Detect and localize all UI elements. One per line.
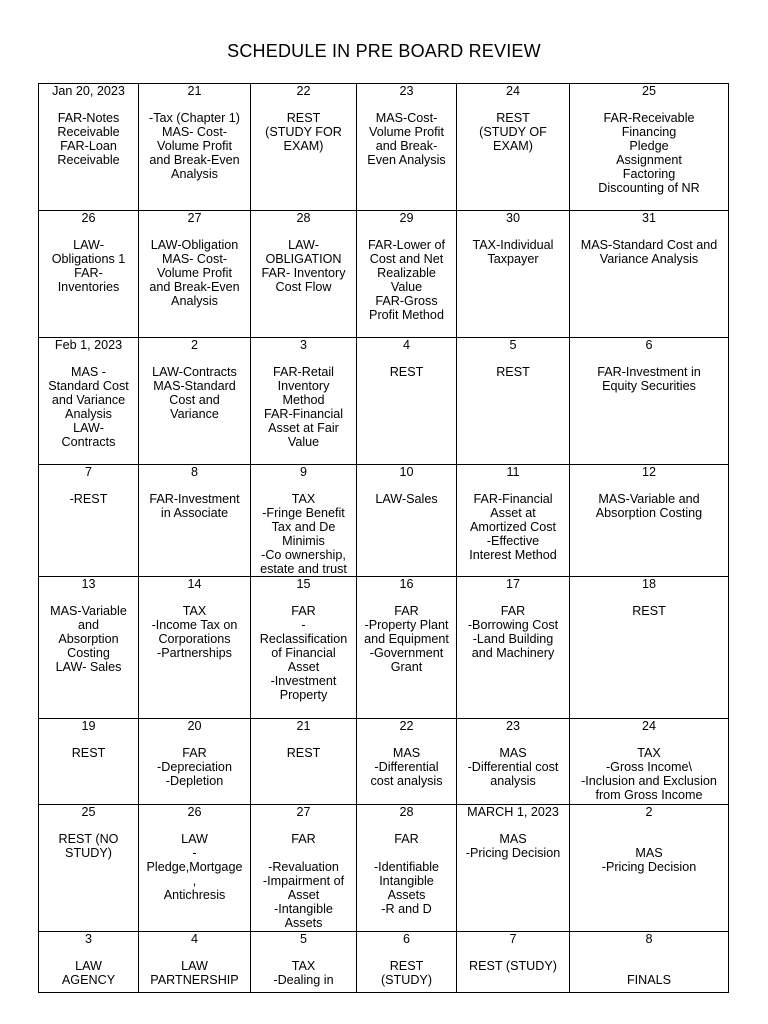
day-cell <box>570 211 729 338</box>
day-entry: TAX -Income Tax on Corporations -Partnerships <box>151 604 238 660</box>
page-title: SCHEDULE IN PRE BOARD REVIEW <box>227 41 541 61</box>
day-label: 22 <box>296 84 311 98</box>
day-label: 8 <box>645 932 653 946</box>
day-label: 23 <box>399 84 414 98</box>
day-cell <box>139 805 251 932</box>
day-cell <box>39 577 139 719</box>
day-cell <box>357 84 457 211</box>
day-label: 26 <box>81 211 96 225</box>
day-label: 30 <box>505 211 520 225</box>
day-label: 6 <box>645 338 653 352</box>
day-label: 2 <box>190 338 198 352</box>
day-cell <box>357 465 457 577</box>
day-cell <box>570 719 729 805</box>
day-cell <box>139 932 251 993</box>
day-label: 8 <box>190 465 198 479</box>
day-cell <box>457 932 570 993</box>
day-cell <box>251 577 357 719</box>
day-entry: REST (STUDY) <box>380 959 433 987</box>
week-row <box>39 84 729 211</box>
day-entry: REST (STUDY OF EXAM) <box>479 111 547 153</box>
day-entry: FAR -Depreciation -Depletion <box>157 746 232 788</box>
day-entry: MAS -Pricing Decision <box>465 832 561 860</box>
week-row <box>39 465 729 577</box>
week-row <box>39 338 729 465</box>
day-cell <box>139 338 251 465</box>
day-label: 28 <box>296 211 311 225</box>
day-entry: TAX -Dealing in <box>273 959 334 987</box>
day-cell <box>39 719 139 805</box>
day-label: 14 <box>187 577 202 591</box>
day-cell <box>39 805 139 932</box>
day-label: 5 <box>299 932 307 946</box>
day-label: 7 <box>84 465 92 479</box>
day-label: 27 <box>296 805 311 819</box>
day-entry: -Tax (Chapter 1) MAS- Cost- Volume Profit and Break-Even Analysis <box>149 111 240 181</box>
week-row <box>39 805 729 932</box>
day-cell <box>251 84 357 211</box>
day-label: 12 <box>641 465 656 479</box>
day-entry: REST (NO STUDY) <box>58 832 119 860</box>
day-label: Feb 1, 2023 <box>54 338 123 352</box>
day-cell <box>570 577 729 719</box>
day-label: 16 <box>399 577 414 591</box>
day-entry: FAR -Property Plant and Equipment -Government Grant <box>364 604 449 674</box>
day-entry: FAR -Revaluation -Impairment of Asset -Intangible Assets <box>262 832 345 930</box>
week-row <box>39 577 729 719</box>
day-entry: FAR-Investment in Associate <box>149 492 240 520</box>
day-entry: FAR-Financial Asset at Amortized Cost -Effective Interest Method <box>469 492 557 562</box>
day-cell <box>39 338 139 465</box>
day-label: 10 <box>399 465 414 479</box>
day-entry: MAS-Cost- Volume Profit and Break- Even Analysis <box>367 111 446 167</box>
day-label: 21 <box>187 84 202 98</box>
day-entry: MAS-Variable and Absorption Costing LAW- Sales <box>50 604 127 674</box>
day-cell <box>251 465 357 577</box>
day-cell <box>457 577 570 719</box>
day-entry: REST (STUDY) <box>469 959 557 973</box>
day-label: 31 <box>641 211 656 225</box>
day-label: 29 <box>399 211 414 225</box>
day-label: 3 <box>84 932 92 946</box>
day-label: 2 <box>645 805 653 819</box>
day-entry: LAW-Obligation MAS- Cost- Volume Profit and Break-Even Analysis <box>149 238 240 308</box>
day-entry: MAS -Pricing Decision <box>601 846 697 874</box>
day-cell <box>457 805 570 932</box>
day-cell <box>251 805 357 932</box>
day-cell <box>251 211 357 338</box>
day-cell <box>357 211 457 338</box>
day-label: MARCH 1, 2023 <box>467 805 559 819</box>
day-cell <box>357 338 457 465</box>
day-entry: LAW PARTNERSHIP <box>150 959 239 987</box>
day-entry: MAS-Standard Cost and Variance Analysis <box>580 238 718 266</box>
day-cell <box>457 465 570 577</box>
day-entry: MAS -Differential cost analysis <box>467 746 559 788</box>
day-entry: LAW AGENCY <box>61 959 116 987</box>
day-cell <box>357 719 457 805</box>
week-row <box>39 932 729 993</box>
schedule-table <box>38 83 729 993</box>
day-label: 15 <box>296 577 311 591</box>
day-entry: FAR - Reclassification of Financial Asset -Investment Property <box>259 604 348 702</box>
day-cell <box>570 338 729 465</box>
day-cell <box>39 84 139 211</box>
day-label: 25 <box>641 84 656 98</box>
day-label: 27 <box>187 211 202 225</box>
day-cell <box>139 465 251 577</box>
day-entry: LAW- OBLIGATION FAR- Inventory Cost Flow <box>261 238 346 294</box>
day-cell <box>139 84 251 211</box>
day-cell <box>39 211 139 338</box>
day-entry: REST <box>632 604 666 618</box>
day-entry: FAR-Lower of Cost and Net Realizable Value FAR-Gross Profit Method <box>368 238 445 322</box>
day-entry: LAW- Obligations 1 FAR- Inventories <box>51 238 126 294</box>
week-row <box>39 211 729 338</box>
day-entry: FINALS <box>626 973 672 987</box>
day-cell <box>357 805 457 932</box>
day-cell <box>457 338 570 465</box>
day-label: 4 <box>190 932 198 946</box>
day-cell <box>139 719 251 805</box>
day-cell <box>570 932 729 993</box>
day-entry: MAS-Variable and Absorption Costing <box>595 492 703 520</box>
day-entry: FAR-Receivable Financing Pledge Assignment Factoring Discounting of NR <box>598 111 700 195</box>
day-label: 7 <box>509 932 517 946</box>
day-label: 19 <box>81 719 96 733</box>
day-cell <box>39 932 139 993</box>
day-entry: TAX-Individual Taxpayer <box>472 238 554 266</box>
day-label: 24 <box>641 719 656 733</box>
day-entry: MAS -Differential cost analysis <box>370 746 443 788</box>
day-label: 17 <box>505 577 520 591</box>
day-cell <box>251 932 357 993</box>
day-label: 21 <box>296 719 311 733</box>
day-cell <box>357 577 457 719</box>
day-cell <box>570 805 729 932</box>
day-label: 20 <box>187 719 202 733</box>
day-label: 18 <box>641 577 656 591</box>
day-cell <box>39 465 139 577</box>
day-cell <box>139 577 251 719</box>
day-entry: LAW-Sales <box>375 492 438 506</box>
day-cell <box>251 719 357 805</box>
day-label: 9 <box>299 465 307 479</box>
day-entry: REST <box>496 365 530 379</box>
day-cell <box>457 719 570 805</box>
day-entry: LAW-Contracts MAS-Standard Cost and Variance <box>152 365 237 421</box>
day-label: 22 <box>399 719 414 733</box>
day-cell <box>457 84 570 211</box>
day-cell <box>570 465 729 577</box>
day-label: 3 <box>299 338 307 352</box>
day-entry: LAW - Pledge,Mortgage , Antichresis <box>146 832 243 902</box>
day-entry: TAX -Gross Income\ -Inclusion and Exclusion from Gross Income <box>581 746 717 802</box>
day-cell <box>457 211 570 338</box>
day-cell <box>251 338 357 465</box>
day-label: 13 <box>81 577 96 591</box>
day-label: 24 <box>505 84 520 98</box>
day-entry: REST <box>286 746 321 760</box>
day-label: 25 <box>81 805 96 819</box>
day-cell <box>139 211 251 338</box>
day-label: 11 <box>506 465 520 479</box>
day-entry: MAS - Standard Cost and Variance Analysis LAW- Contracts <box>48 365 129 449</box>
day-label: 23 <box>505 719 520 733</box>
day-entry: REST <box>389 365 424 379</box>
day-entry: FAR-Investment in Equity Securities <box>597 365 701 393</box>
day-cell <box>570 84 729 211</box>
day-label: 28 <box>399 805 414 819</box>
day-entry: FAR-Notes Receivable FAR-Loan Receivable <box>57 111 120 167</box>
day-label: 26 <box>187 805 202 819</box>
day-entry: FAR-Retail Inventory Method FAR-Financial Asset at Fair Value <box>263 365 344 449</box>
day-entry: TAX -Fringe Benefit Tax and De Minimis -Co ownership, estate and trust <box>260 492 347 576</box>
week-row <box>39 719 729 805</box>
day-label: 4 <box>402 338 410 352</box>
day-entry: FAR -Identifiable Intangible Assets -R and D <box>373 832 440 916</box>
day-entry: REST (STUDY FOR EXAM) <box>265 111 342 153</box>
day-cell <box>357 932 457 993</box>
day-entry: -REST <box>69 492 108 506</box>
day-entry: FAR -Borrowing Cost -Land Building and Machinery <box>467 604 559 660</box>
day-label: 5 <box>509 338 517 352</box>
day-label: Jan 20, 2023 <box>52 84 125 98</box>
day-label: 6 <box>402 932 410 946</box>
day-entry: REST <box>71 746 106 760</box>
